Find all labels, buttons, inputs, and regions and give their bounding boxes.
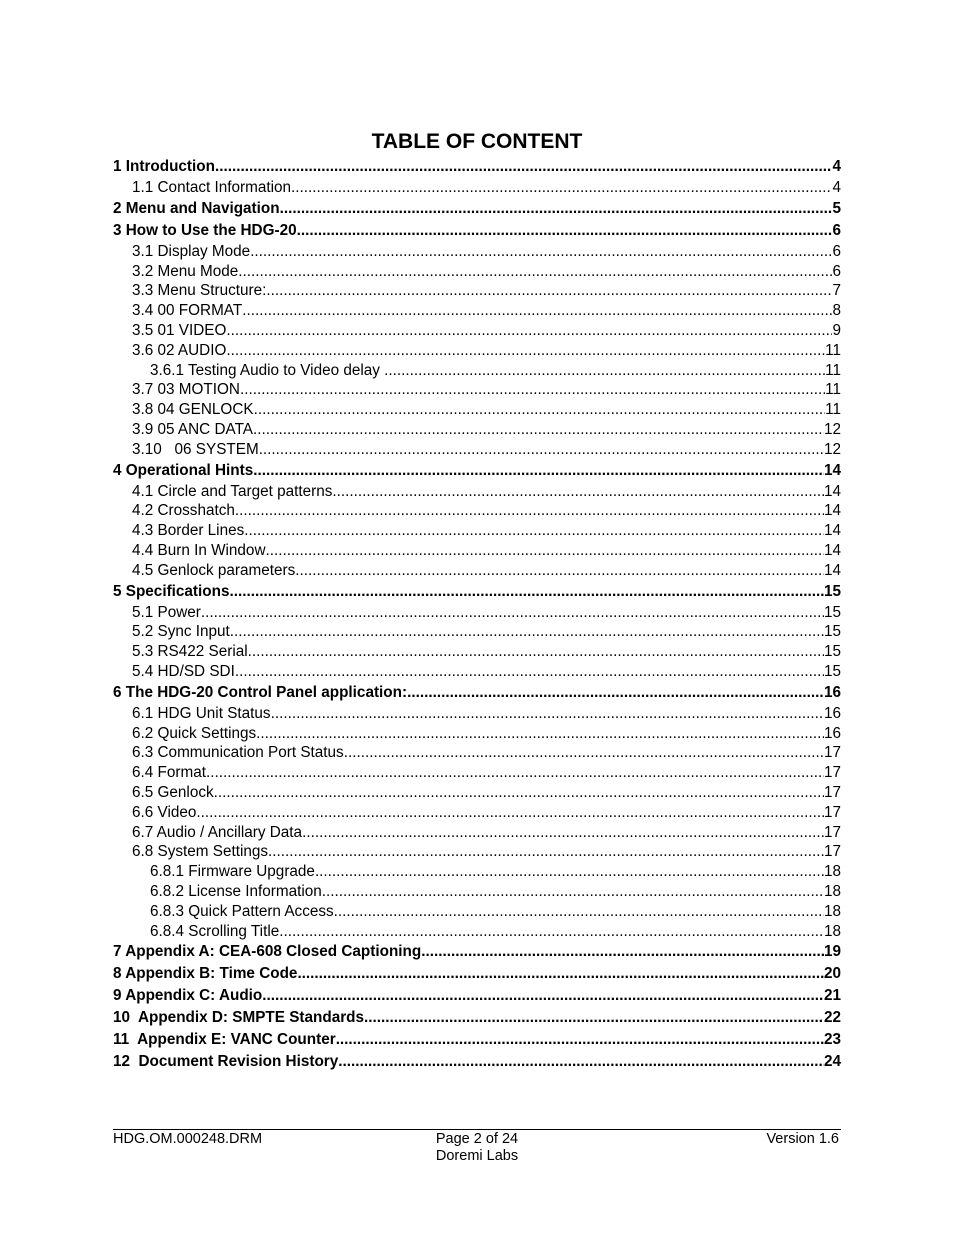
toc-entry[interactable] xyxy=(113,541,841,561)
toc-entry[interactable] xyxy=(113,321,841,341)
toc-leader-dots xyxy=(364,1007,824,1029)
table-of-contents xyxy=(113,156,841,1073)
toc-entry-page: 4 xyxy=(832,158,841,175)
toc-entry-label: 6.1 HDG Unit Status xyxy=(132,704,271,722)
toc-entry[interactable] xyxy=(113,501,841,521)
toc-entry-label: 6.8.1 Firmware Upgrade xyxy=(150,863,315,881)
toc-entry[interactable] xyxy=(113,420,841,440)
toc-entry[interactable] xyxy=(113,704,841,724)
toc-entry-page: 4 xyxy=(832,179,841,196)
toc-leader-dots xyxy=(253,460,824,482)
toc-entry-label: 3.6.1 Testing Audio to Video delay xyxy=(150,361,385,379)
toc-entry[interactable] xyxy=(113,642,841,662)
toc-entry[interactable] xyxy=(113,460,841,482)
toc-entry[interactable] xyxy=(113,156,841,178)
toc-entry-page: 14 xyxy=(823,561,841,579)
toc-entry-page: 6 xyxy=(832,221,841,239)
toc-entry[interactable] xyxy=(113,1007,841,1029)
toc-entry-page: 11 xyxy=(825,361,841,379)
toc-entry[interactable] xyxy=(113,220,841,242)
toc-leader-dots xyxy=(235,501,824,521)
toc-entry-page: 16 xyxy=(823,724,841,742)
toc-entry-page: 18 xyxy=(823,863,841,881)
toc-leader-dots xyxy=(215,156,833,178)
toc-leader-dots xyxy=(421,941,824,963)
toc-entry-label: 3.1 Display Mode xyxy=(132,242,251,260)
toc-entry-label: 3.6 02 AUDIO xyxy=(132,341,227,359)
toc-entry-label: 8 Appendix B: Time Code xyxy=(113,965,298,983)
toc-entry-label: 9 Appendix C: Audio xyxy=(113,987,263,1005)
toc-leader-dots xyxy=(254,400,826,420)
toc-entry[interactable] xyxy=(113,842,841,862)
toc-leader-dots xyxy=(226,321,832,341)
toc-entry[interactable] xyxy=(113,561,841,581)
toc-entry-page: 15 xyxy=(823,603,841,621)
toc-entry[interactable] xyxy=(113,622,841,642)
toc-entry[interactable] xyxy=(113,743,841,763)
toc-entry-label: 6.8 System Settings xyxy=(132,843,269,861)
toc-entry-label: 3.8 04 GENLOCK xyxy=(132,401,254,419)
toc-leader-dots xyxy=(244,521,824,541)
toc-entry-label: 5.2 Sync Input xyxy=(132,623,230,641)
toc-entry[interactable] xyxy=(113,985,841,1007)
toc-leader-dots xyxy=(229,581,824,603)
toc-entry[interactable] xyxy=(113,198,841,220)
toc-entry-page: 14 xyxy=(823,461,841,479)
footer-center xyxy=(113,1131,841,1165)
toc-entry-label: 6.8.3 Quick Pattern Access xyxy=(150,902,334,920)
footer-company: Doremi Labs xyxy=(435,1148,519,1164)
toc-leader-dots xyxy=(407,682,824,704)
toc-leader-dots xyxy=(238,262,832,282)
toc-entry-page: 7 xyxy=(832,282,841,300)
toc-entry-page: 20 xyxy=(823,965,841,983)
toc-leader-dots xyxy=(332,482,824,502)
toc-entry-label: 4.1 Circle and Target patterns xyxy=(132,482,333,500)
toc-entry-label: 6.4 Format xyxy=(132,764,206,782)
toc-entry-page: 12 xyxy=(823,420,841,438)
toc-entry-page: 17 xyxy=(823,744,841,762)
toc-entry-label: 2 Menu and Navigation xyxy=(113,199,280,217)
toc-leader-dots xyxy=(259,440,824,460)
toc-entry-page: 18 xyxy=(823,922,841,940)
toc-leader-dots xyxy=(248,642,824,662)
toc-entry[interactable] xyxy=(113,662,841,682)
toc-entry-label: 1 Introduction xyxy=(113,158,215,175)
toc-entry[interactable] xyxy=(113,682,841,704)
toc-entry-page: 17 xyxy=(823,764,841,782)
toc-entry-label: 6.6 Video xyxy=(132,803,197,821)
toc-entry[interactable] xyxy=(113,482,841,502)
toc-leader-dots xyxy=(256,724,824,744)
toc-leader-dots xyxy=(230,622,824,642)
toc-entry-page: 19 xyxy=(823,943,841,961)
toc-entry-page: 15 xyxy=(823,623,841,641)
toc-entry-label: 6.2 Quick Settings xyxy=(132,724,257,742)
toc-entry-label: 5.3 RS422 Serial xyxy=(132,643,248,661)
footer-page-number: Page 2 of 24 xyxy=(435,1131,519,1147)
toc-leader-dots xyxy=(268,842,824,862)
toc-entry-page: 15 xyxy=(823,643,841,661)
toc-entry-page: 14 xyxy=(823,502,841,520)
toc-entry[interactable] xyxy=(113,440,841,460)
toc-entry-label: 5.4 HD/SD SDI xyxy=(132,662,235,680)
toc-entry-label: 6.8.4 Scrolling Title xyxy=(150,922,280,940)
toc-entry-label: 3.7 03 MOTION xyxy=(132,381,240,399)
toc-entry[interactable] xyxy=(113,380,841,400)
toc-entry[interactable] xyxy=(113,178,841,198)
toc-entry-label: 5.1 Power xyxy=(132,603,201,621)
toc-leader-dots xyxy=(384,361,825,381)
toc-entry[interactable] xyxy=(113,922,841,942)
toc-entry-label: 12 Document Revision History xyxy=(113,1053,339,1071)
footer-doc-id: HDG.OM.000248.DRM xyxy=(113,1131,263,1147)
toc-entry-page: 24 xyxy=(823,1053,841,1071)
toc-leader-dots xyxy=(334,902,824,922)
toc-entry-page: 21 xyxy=(823,987,841,1005)
toc-leader-dots xyxy=(206,763,824,783)
toc-entry[interactable] xyxy=(113,603,841,623)
toc-entry-page: 18 xyxy=(823,882,841,900)
toc-leader-dots xyxy=(291,178,832,198)
toc-entry-page: 16 xyxy=(823,704,841,722)
toc-entry-page: 16 xyxy=(823,683,841,701)
toc-entry-page: 8 xyxy=(832,302,841,320)
toc-entry[interactable] xyxy=(113,341,841,361)
toc-entry-page: 14 xyxy=(823,482,841,500)
toc-entry-label: 7 Appendix A: CEA-608 Closed Captioning xyxy=(113,943,422,961)
toc-leader-dots xyxy=(235,662,824,682)
toc-entry[interactable] xyxy=(113,862,841,882)
toc-entry[interactable] xyxy=(113,803,841,823)
toc-entry-page: 18 xyxy=(823,902,841,920)
toc-entry-page: 17 xyxy=(823,843,841,861)
toc-entry-label: 4.3 Border Lines xyxy=(132,522,245,540)
toc-entry-page: 12 xyxy=(823,440,841,458)
toc-leader-dots xyxy=(266,281,832,301)
toc-entry-page: 6 xyxy=(832,262,841,280)
toc-entry[interactable] xyxy=(113,1051,841,1073)
toc-entry[interactable] xyxy=(113,242,841,262)
toc-entry-page: 14 xyxy=(823,522,841,540)
toc-entry[interactable] xyxy=(113,581,841,603)
toc-entry[interactable] xyxy=(113,724,841,744)
toc-entry-label: 5 Specifications xyxy=(113,582,230,600)
toc-leader-dots xyxy=(322,882,824,902)
toc-leader-dots xyxy=(253,420,824,440)
toc-entry-label: 11 Appendix E: VANC Counter xyxy=(113,1031,336,1049)
toc-entry-label: 3.5 01 VIDEO xyxy=(132,321,227,339)
toc-entry-page: 11 xyxy=(825,401,841,419)
toc-entry-label: 4.5 Genlock parameters xyxy=(132,561,296,579)
toc-entry[interactable] xyxy=(113,763,841,783)
footer-version: Version 1.6 xyxy=(766,1131,839,1147)
toc-entry[interactable] xyxy=(113,262,841,282)
toc-leader-dots xyxy=(279,922,824,942)
toc-entry-label: 3.2 Menu Mode xyxy=(132,262,239,280)
toc-entry[interactable] xyxy=(113,281,841,301)
toc-leader-dots xyxy=(280,198,833,220)
toc-entry-label: 4 Operational Hints xyxy=(113,461,254,479)
toc-entry-page: 17 xyxy=(823,783,841,801)
toc-entry-label: 6.8.2 License Information xyxy=(150,882,322,900)
toc-entry-page: 15 xyxy=(823,662,841,680)
toc-entry-label: 1.1 Contact Information xyxy=(132,179,292,196)
toc-entry-page: 11 xyxy=(825,381,841,399)
toc-leader-dots xyxy=(240,380,825,400)
toc-title: TABLE OF CONTENT xyxy=(371,130,583,153)
toc-entry-label: 4.2 Crosshatch xyxy=(132,502,235,520)
toc-entry-page: 23 xyxy=(823,1031,841,1049)
toc-entry-page: 9 xyxy=(832,321,841,339)
toc-entry-label: 3.10 06 SYSTEM xyxy=(132,440,259,458)
toc-entry[interactable] xyxy=(113,783,841,803)
toc-leader-dots xyxy=(336,1029,824,1051)
toc-leader-dots xyxy=(262,985,824,1007)
toc-leader-dots xyxy=(214,783,824,803)
toc-leader-dots xyxy=(315,862,824,882)
toc-entry-label: 3 How to Use the HDG-20 xyxy=(113,221,297,239)
toc-entry-page: 22 xyxy=(823,1009,841,1027)
toc-leader-dots xyxy=(297,963,824,985)
toc-entry[interactable] xyxy=(113,1029,841,1051)
toc-entry[interactable] xyxy=(113,963,841,985)
toc-entry[interactable] xyxy=(113,521,841,541)
toc-entry-page: 17 xyxy=(823,823,841,841)
toc-entry-page: 15 xyxy=(823,582,841,600)
toc-entry-page: 11 xyxy=(825,341,841,359)
toc-leader-dots xyxy=(338,1051,824,1073)
toc-leader-dots xyxy=(242,301,832,321)
toc-entry-label: 3.3 Menu Structure: xyxy=(132,282,267,300)
toc-leader-dots xyxy=(266,541,824,561)
footer-divider xyxy=(113,1129,841,1130)
toc-entry[interactable] xyxy=(113,882,841,902)
toc-leader-dots xyxy=(271,704,824,724)
toc-entry-page: 14 xyxy=(823,541,841,559)
toc-entry-label: 10 Appendix D: SMPTE Standards xyxy=(113,1009,365,1027)
toc-entry-label: 6.5 Genlock xyxy=(132,783,214,801)
toc-leader-dots xyxy=(295,561,824,581)
toc-entry-label: 6 The HDG-20 Control Panel application: xyxy=(113,683,408,701)
toc-entry-page: 6 xyxy=(832,242,841,260)
toc-entry[interactable] xyxy=(113,902,841,922)
toc-leader-dots xyxy=(250,242,832,262)
toc-entry-label: 6.3 Communication Port Status xyxy=(132,744,344,762)
toc-entry-page: 17 xyxy=(823,803,841,821)
toc-leader-dots xyxy=(344,743,824,763)
toc-entry-label: 3.9 05 ANC DATA xyxy=(132,420,254,438)
toc-entry-label: 4.4 Burn In Window xyxy=(132,541,266,559)
toc-entry-label: 3.4 00 FORMAT xyxy=(132,302,243,320)
toc-entry[interactable] xyxy=(113,361,841,381)
toc-entry[interactable] xyxy=(113,941,841,963)
toc-entry[interactable] xyxy=(113,400,841,420)
toc-leader-dots xyxy=(302,823,824,843)
toc-entry[interactable] xyxy=(113,823,841,843)
toc-entry-page: 5 xyxy=(832,199,841,217)
toc-leader-dots xyxy=(226,341,825,361)
toc-entry[interactable] xyxy=(113,301,841,321)
toc-leader-dots xyxy=(196,803,824,823)
toc-leader-dots xyxy=(297,220,833,242)
toc-leader-dots xyxy=(201,603,824,623)
toc-entry-label: 6.7 Audio / Ancillary Data xyxy=(132,823,303,841)
